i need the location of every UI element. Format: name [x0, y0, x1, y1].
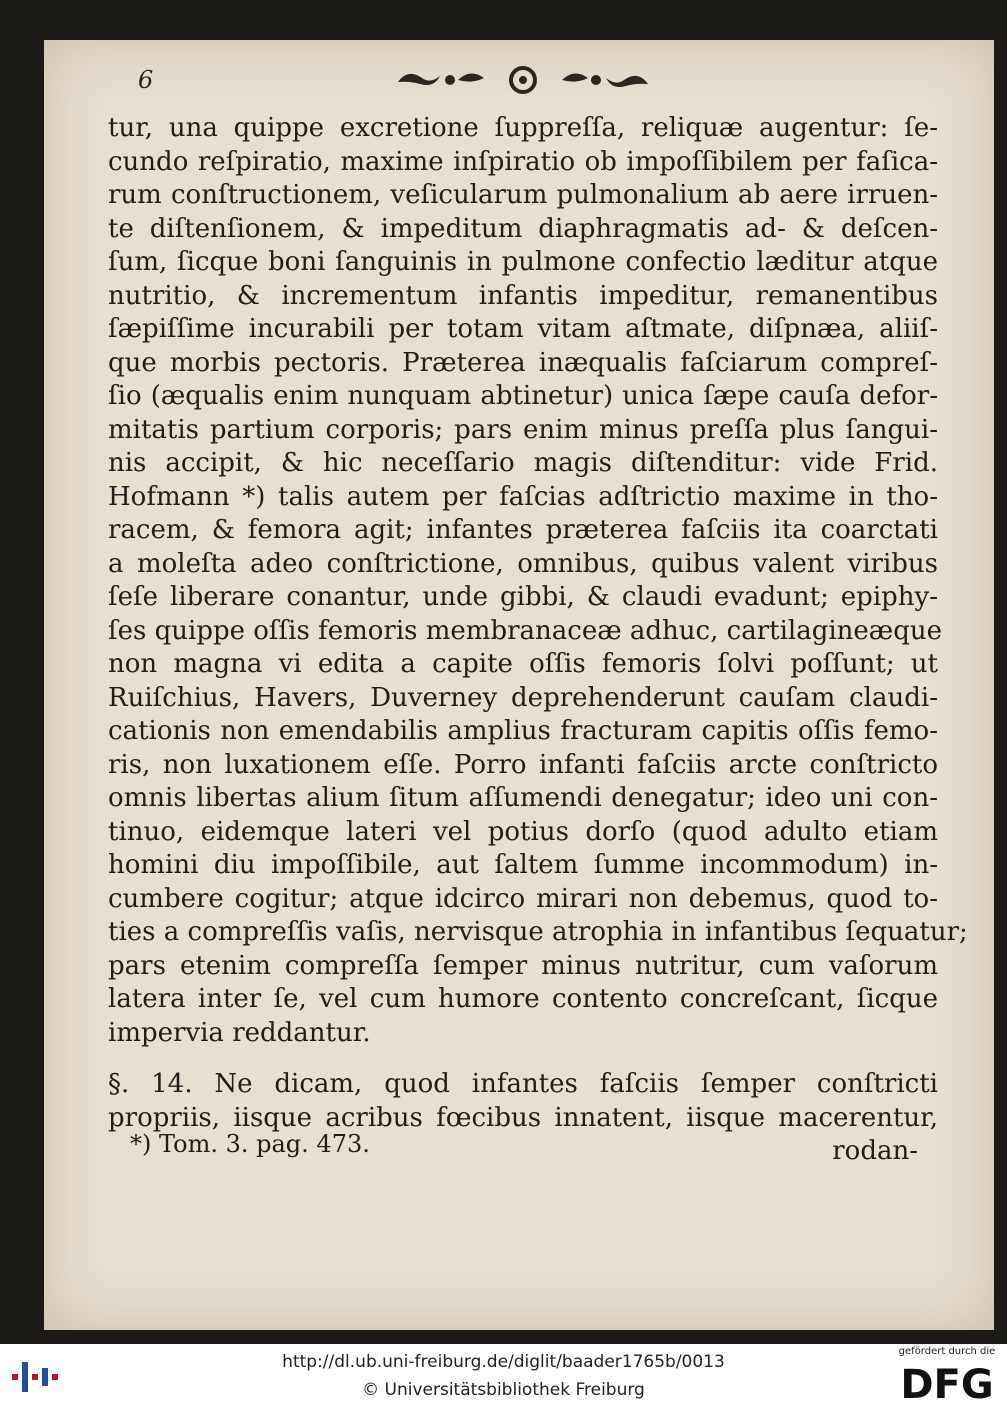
text-line: nis accipit, & hic neceſſario magis diſtenditur: vide Frid. [108, 448, 938, 478]
page-header [138, 60, 938, 100]
dfg-logo-icon [892, 1358, 1002, 1404]
footnote: *) Tom. 3. pag. 473. [130, 1130, 370, 1158]
page-number: 6 [138, 66, 154, 94]
svg-text:DFG: DFG [900, 1362, 994, 1404]
text-line: racem, & femora agit; infantes præterea faſciis ita coarctati [108, 515, 938, 545]
paragraph-14 [108, 1068, 938, 1135]
text-line: te diſtenſionem, & impeditum diaphragmatis ad- & deſcen- [108, 213, 938, 244]
text-line: homini diu impoſſibile, aut ſaltem ſumme incommodum) in- [108, 850, 938, 880]
sponsor-label: gefördert durch die [898, 1346, 996, 1357]
text-line: a moleſta adeo conſtrictione, omnibus, quibus valent viribus [108, 548, 938, 579]
text-line: tinuo, eidemque lateri vel potius dorſo (quod adulto etiam [108, 816, 938, 847]
text-line: pars etenim compreſſa ſemper minus nutritur, cum vaſorum [108, 950, 938, 981]
ornament-icon [388, 62, 658, 98]
text-line: latera inter ſe, vel cum humore contento concreſcant, ſicque [108, 984, 938, 1014]
text-line: ris, non luxationem eſſe. Porro infanti faſciis arcte conſtricto [108, 749, 938, 780]
text-line: ſeſe liberare conantur, unde gibbi, & claudi evadunt; epiphy- [108, 582, 938, 612]
text-line: omnis libertas alium ſitum aſſumendi denegatur; ideo uni con- [108, 783, 938, 813]
text-line: impervia reddantur. [108, 1017, 371, 1048]
text-line: propriis, iisque acribus fœcibus innatent, iisque macerentur, [108, 1102, 938, 1133]
text-line: Hofmann *) talis autem per faſcias adſtrictio maxime in tho- [108, 481, 938, 512]
text-line: ties a compreſſis vaſis, nervisque atrophia in infantibus ſequatur; [108, 917, 968, 947]
text-line: tur, una quippe excretione ſuppreſſa, reliquæ augentur: ſe- [108, 113, 938, 143]
source-url[interactable]: http://dl.ub.uni-freiburg.de/diglit/baader1765b/0013 [282, 1352, 725, 1372]
catchword: rodan- [832, 1136, 918, 1166]
text-line: Ruiſchius, Havers, Duverney deprehenderunt cauſam claudi- [108, 682, 938, 713]
text-line: ſio (æqualis enim nunquam abtinetur) unica ſæpe cauſa defor- [108, 381, 938, 411]
text-line: cumbere cogitur; atque idcirco mirari non debemus, quod to- [108, 883, 938, 914]
text-line: ſum, ſicque boni ſanguinis in pulmone confectio læditur atque [108, 247, 938, 277]
library-footer [0, 1344, 1007, 1406]
text-line: que morbis pectoris. Præterea inæqualis faſciarum compreſ- [108, 347, 938, 378]
text-line: non magna vi edita a capite oſſis femoris ſolvi poſſunt; ut [108, 649, 938, 679]
text-line: cationis non emendabilis amplius fracturam capitis oſſis femo- [108, 716, 938, 746]
text-line: nutritio, & incrementum infantis impeditur, remanentibus [108, 280, 938, 311]
text-line: cundo reſpiratio, maxime inſpiratio ob impoſſibilem per faſica- [108, 146, 938, 177]
body-text [108, 112, 968, 1169]
text-line: ſæpiſſime incurabili per totam vitam aſtmate, diſpnæa, aliiſ- [108, 314, 938, 344]
text-line: ſes quippe oſſis femoris membranaceæ adhuc, cartilagineæque [108, 615, 943, 646]
text-line: rum conſtructionem, veſicularum pulmonalium ab aere irruen- [108, 180, 938, 210]
text-line: §. 14. Ne dicam, quod infantes faſciis ſemper conſtricti [108, 1069, 938, 1099]
copyright-notice: © Universitätsbibliothek Freiburg [362, 1380, 645, 1400]
paragraph-13-continuation [108, 112, 968, 1050]
text-line: mitatis partium corporis; pars enim minus preſſa plus ſangui- [108, 414, 938, 445]
